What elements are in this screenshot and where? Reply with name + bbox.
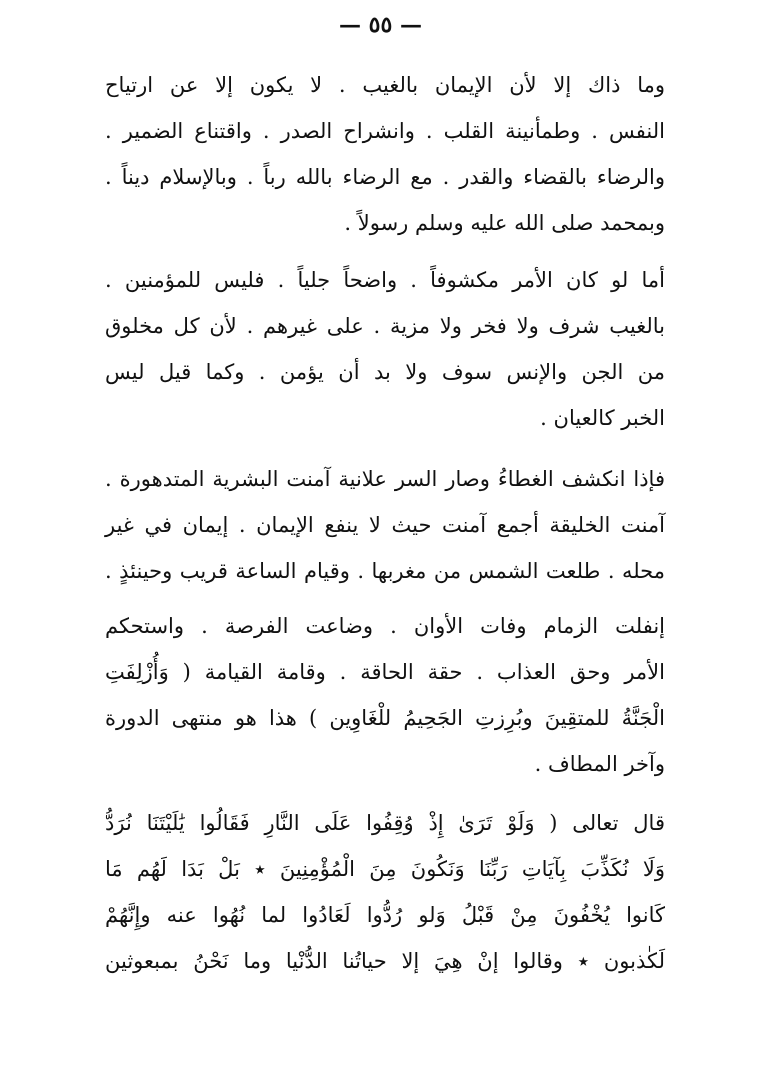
text-line: لَكٰذبون ٭ وقالوا إنْ هِيَ إلا حياتُنا الدُّنْيا وما نَحْنُ بمبعوثين xyxy=(105,949,665,973)
text-line: الأمر وحق العذاب . حقة الحاقة . وقامة القيامة ( وَأُزْلِفَتِ xyxy=(105,660,665,684)
text-line: الْجَنَّةُ للمتقِينَ وبُرِزتِ الجَحِيمُ للْغَاوِين ) هذا هو منتهى الدورة xyxy=(105,706,665,730)
text-line: إنفلت الزمام وفات الأوان . وضاعت الفرصة . واستحكم xyxy=(105,614,665,638)
page-number: — ٥٥ — xyxy=(339,12,422,38)
paragraph-2 xyxy=(105,257,665,441)
text-line: والرضاء بالقضاء والقدر . مع الرضاء بالله رباً . وبالإسلام ديناً . xyxy=(105,165,665,189)
text-line: قال تعالى ( وَلَوْ تَرَىٰ إِذْ وُقِفُوا عَلَى النَّارِ فَقَالُوا يَٰلَيْتَنَا نُرَدُّ xyxy=(105,811,665,835)
paragraph-4 xyxy=(105,603,665,787)
text-line: آمنت الخليقة أجمع آمنت حيث لا ينفع الإيمان . إيمان في غير xyxy=(105,513,665,537)
text-line: محله . طلعت الشمس من مغربها . وقيام الساعة قريب وحينئذٍ . xyxy=(105,559,665,583)
text-line: وَلَا نُكَذِّبَ بِآيَاتِ رَبِّنَا وَنَكُونَ مِنَ الْمُؤْمِنِينَ ٭ بَلْ بَدَا لَهُم مَا xyxy=(105,857,665,881)
text-line: كَانوا يُخْفُونَ مِنْ قَبْلُ وَلو رُدُّوا لَعَادُوا لما نُهُوا عنه وإِنَّهُمْ xyxy=(105,903,665,927)
paragraph-3 xyxy=(105,456,665,594)
text-line: بالغيب شرف ولا فخر ولا مزية . على غيرهم . لأن كل مخلوق xyxy=(105,314,665,338)
text-line: فإذا انكشف الغطاءُ وصار السر علانية آمنت البشرية المتدهورة . xyxy=(105,467,665,491)
text-line: أما لو كان الأمر مكشوفاً . واضحاً جلياً . فليس للمؤمنين . xyxy=(105,268,665,292)
text-line: وآخر المطاف . xyxy=(534,752,665,776)
text-line: وبمحمد صلى الله عليه وسلم رسولاً . xyxy=(344,211,665,235)
paragraph-5 xyxy=(105,800,665,984)
text-line: النفس . وطمأنينة القلب . وانشراح الصدر . واقتناع الضمير . xyxy=(105,119,665,143)
text-line: الخبر كالعيان . xyxy=(540,406,665,430)
text-line: وما ذاك إلا لأن الإيمان بالغيب . لا يكون إلا عن ارتياح xyxy=(105,73,665,97)
paragraph-1 xyxy=(105,62,665,246)
text-line: من الجن والإنس سوف ولا بد أن يؤمن . وكما قيل ليس xyxy=(105,360,665,384)
